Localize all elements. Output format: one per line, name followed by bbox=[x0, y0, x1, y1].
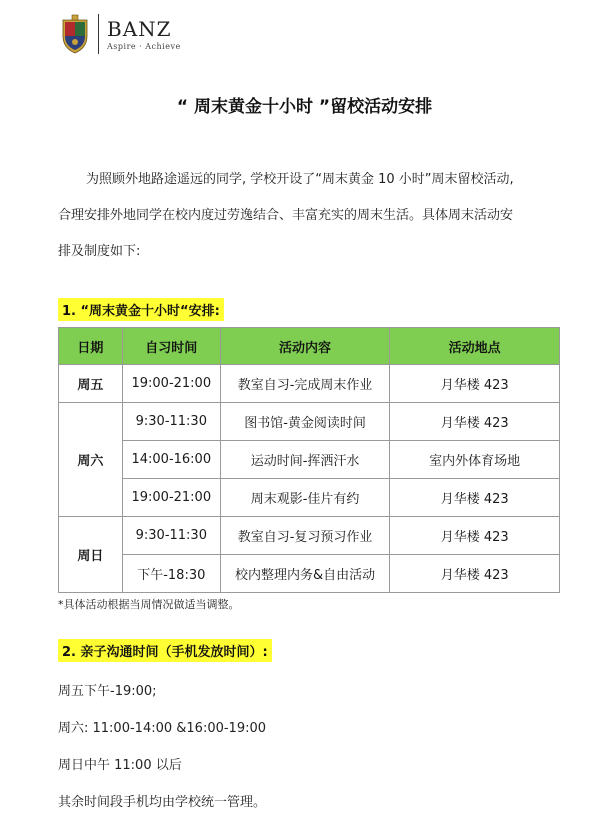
activity-cell: 图书馆-黄金阅读时间 bbox=[220, 403, 390, 441]
location-cell: 室内外体育场地 bbox=[390, 441, 560, 479]
activity-cell: 校内整理内务&自由活动 bbox=[220, 555, 390, 593]
header-location: 活动地点 bbox=[390, 328, 560, 365]
logo-text bbox=[107, 18, 181, 51]
header-activity: 活动内容 bbox=[220, 328, 390, 365]
intro-paragraph bbox=[58, 162, 558, 270]
day-cell: 周六 bbox=[59, 403, 123, 517]
schedule-table bbox=[58, 327, 560, 593]
phone-time-friday: 周五下午-19:00; bbox=[58, 684, 157, 699]
time-cell: 9:30-11:30 bbox=[122, 403, 220, 441]
time-cell: 下午-18:30 bbox=[122, 555, 220, 593]
day-cell: 周日 bbox=[59, 517, 123, 593]
table-row bbox=[59, 403, 560, 441]
location-cell: 月华楼 423 bbox=[390, 365, 560, 403]
day-cell: 周五 bbox=[59, 365, 123, 403]
table-row bbox=[59, 479, 560, 517]
table-note: *具体活动根据当周情况做适当调整。 bbox=[58, 598, 240, 611]
header-logo bbox=[60, 14, 181, 54]
phone-time-other: 其余时间段手机均由学校统一管理。 bbox=[58, 795, 267, 810]
phone-time-sunday: 周日中午 11:00 以后 bbox=[58, 758, 182, 773]
section-heading-schedule: 1. “周末黄金十小时“安排: bbox=[58, 298, 224, 321]
location-cell: 月华楼 423 bbox=[390, 555, 560, 593]
time-cell: 19:00-21:00 bbox=[122, 365, 220, 403]
activity-cell: 教室自习-完成周末作业 bbox=[220, 365, 390, 403]
table-row bbox=[59, 441, 560, 479]
table-header-row bbox=[59, 328, 560, 365]
phone-time-saturday: 周六: 11:00-14:00 &16:00-19:00 bbox=[58, 721, 267, 736]
time-cell: 19:00-21:00 bbox=[122, 479, 220, 517]
activity-cell: 运动时间-挥洒汗水 bbox=[220, 441, 390, 479]
header-date: 日期 bbox=[59, 328, 123, 365]
table-row bbox=[59, 365, 560, 403]
time-cell: 9:30-11:30 bbox=[122, 517, 220, 555]
activity-cell: 周末观影-佳片有约 bbox=[220, 479, 390, 517]
school-crest-icon bbox=[60, 14, 90, 54]
section-heading-phone-time: 2. 亲子沟通时间（手机发放时间）: bbox=[58, 639, 272, 662]
brand-tagline: Aspire · Achieve bbox=[107, 41, 181, 51]
activity-cell: 教室自习-复习预习作业 bbox=[220, 517, 390, 555]
intro-line-1: 为照顾外地路途遥远的同学, 学校开设了“周末黄金 10 小时”周末留校活动, bbox=[86, 172, 514, 187]
location-cell: 月华楼 423 bbox=[390, 479, 560, 517]
table-row bbox=[59, 517, 560, 555]
time-cell: 14:00-16:00 bbox=[122, 441, 220, 479]
intro-line-3: 排及制度如下: bbox=[58, 244, 141, 259]
brand-name: BANZ bbox=[107, 16, 172, 41]
intro-line-2: 合理安排外地同学在校内度过劳逸结合、丰富充实的周末生活。具体周末活动安 bbox=[58, 208, 514, 223]
header-study-time: 自习时间 bbox=[122, 328, 220, 365]
logo-divider bbox=[98, 14, 99, 54]
location-cell: 月华楼 423 bbox=[390, 517, 560, 555]
location-cell: 月华楼 423 bbox=[390, 403, 560, 441]
page-title: “ 周末黄金十小时 ”留校活动安排 bbox=[176, 97, 433, 117]
table-row bbox=[59, 555, 560, 593]
